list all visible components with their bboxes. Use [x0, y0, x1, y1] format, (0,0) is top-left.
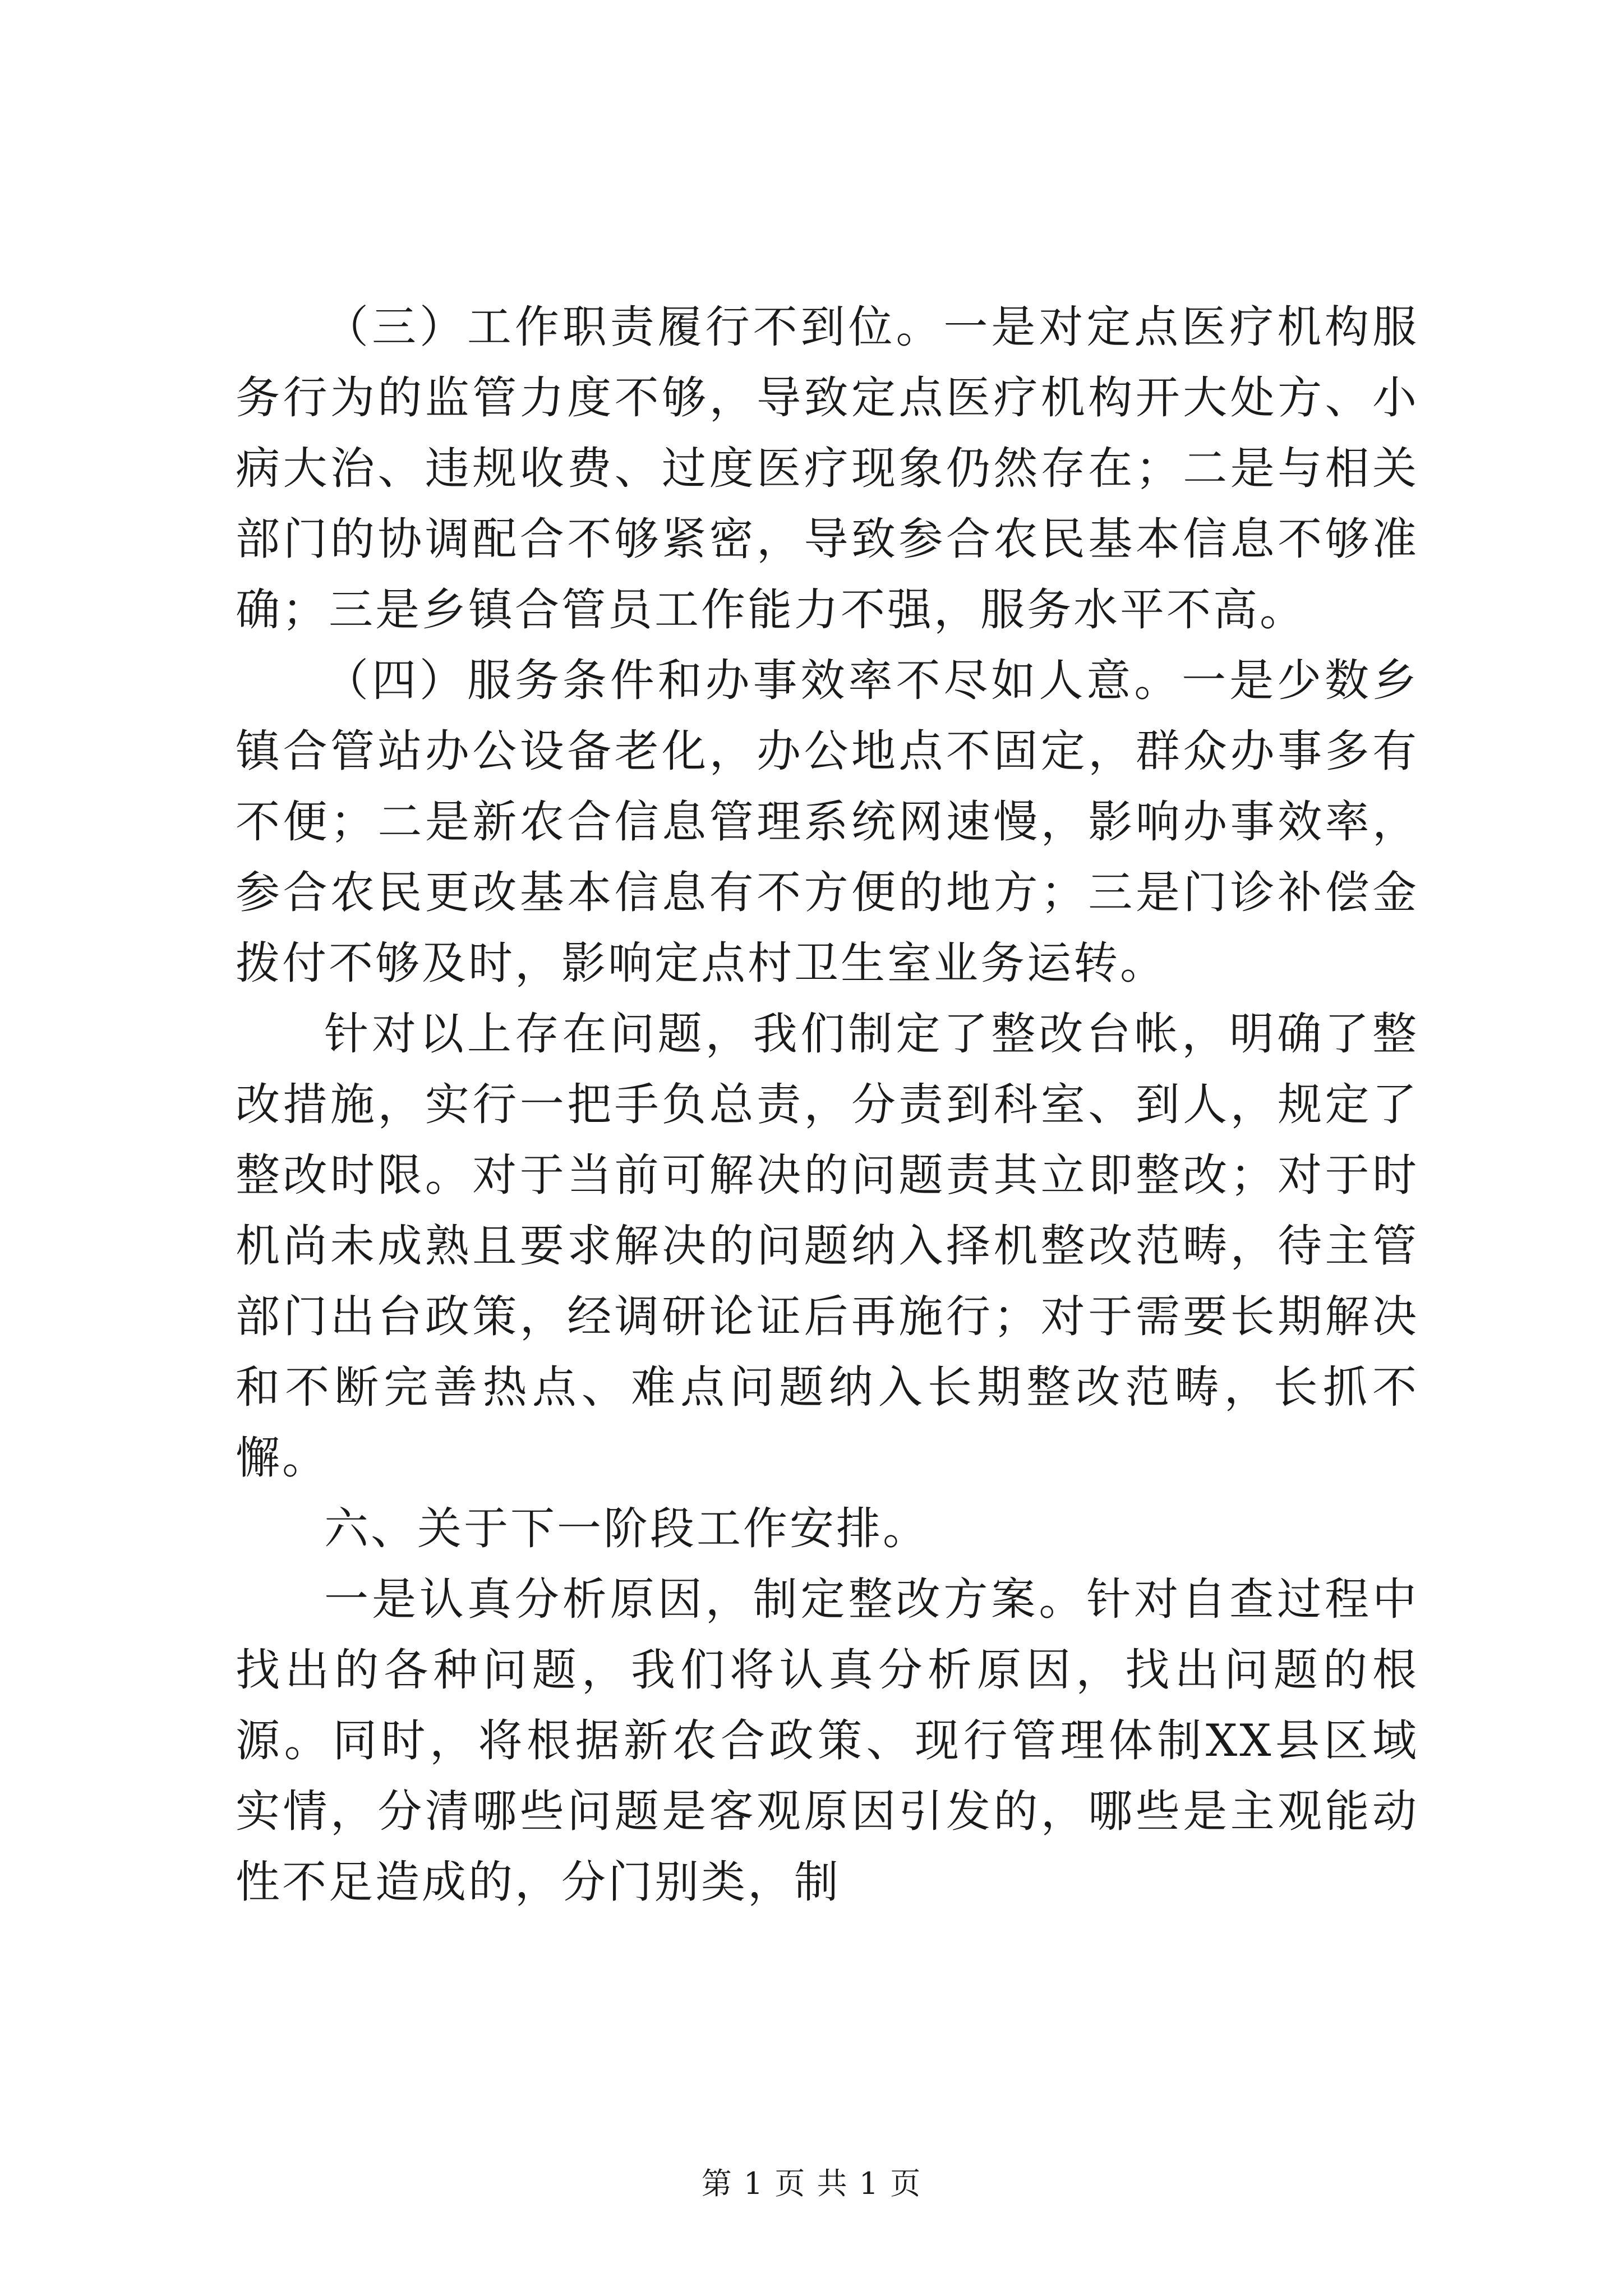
- document-body: [236, 292, 1419, 1917]
- section-six-heading: 六、关于下一阶段工作安排。: [324, 1503, 929, 1554]
- page-footer: 第 1 页 共 1 页: [701, 2166, 922, 2201]
- paragraph-section-four: （四）服务条件和办事效率不尽如人意。一是少数乡镇合管站办公设备老化，办公地点不固定，群众办事多有不便；二是新农合信息管理系统网速慢，影响办事效率，参合农民更改基本信息有不方便的地方；三是门诊补偿金拨付不够及时，影响定点村卫生室业务运转。: [236, 655, 1419, 989]
- paragraph-rectification: 针对以上存在问题，我们制定了整改台帐，明确了整改措施，实行一把手负总责，分责到科室、到人，规定了整改时限。对于当前可解决的问题责其立即整改；对于时机尚未成熟且要求解决的问题纳入择机整改范畴，待主管部门出台政策，经调研论证后再施行；对于需要长期解决和不断完善热点、难点问题纳入长期整改范畴，长抓不懈。: [236, 1008, 1419, 1484]
- paragraph-section-three: （三）工作职责履行不到位。一是对定点医疗机构服务行为的监管力度不够，导致定点医疗机构开大处方、小病大治、违规收费、过度医疗现象仍然存在；二是与相关部门的协调配合不够紧密，导致参合农民基本信息不够准确；三是乡镇合管员工作能力不强，服务水平不高。: [236, 301, 1419, 636]
- paragraph-next-steps: 一是认真分析原因，制定整改方案。针对自查过程中找出的各种问题，我们将认真分析原因，找出问题的根源。同时，将根据新农合政策、现行管理体制XX县区域实情，分清哪些问题是客观原因引发的，哪些是主观能动性不足造成的，分门别类，制: [236, 1573, 1419, 1908]
